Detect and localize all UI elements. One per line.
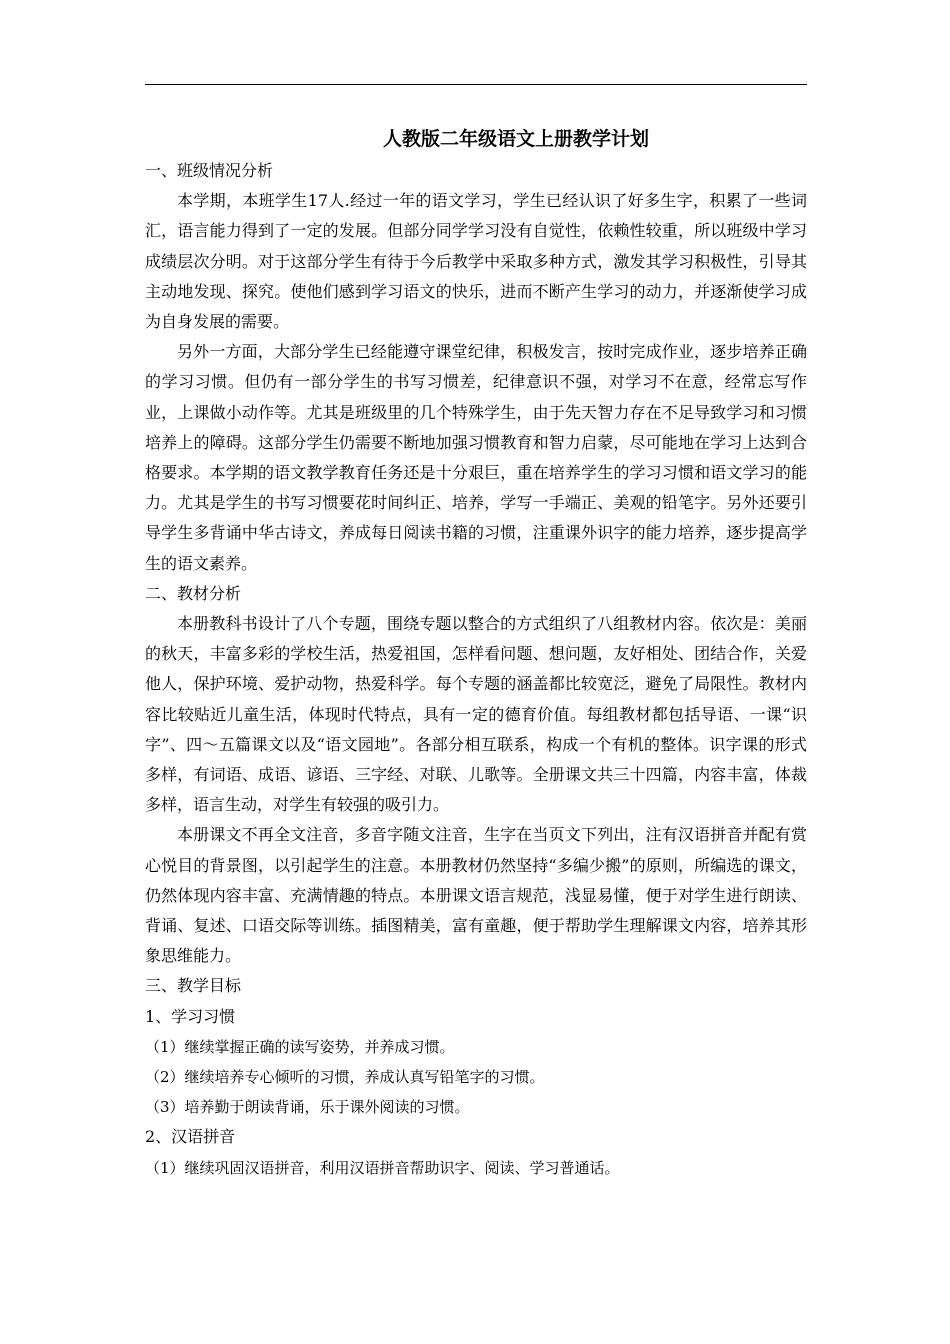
subsection-heading-pinyin: 2、汉语拼音 [145,1127,236,1147]
paragraph: 另外一方面，大部分学生已经能遵守课堂纪律，积极发言，按时完成作业，逐步培养正确的学习习惯。但仍有一部分学生的书写习惯差，纪律意识不强，对学习不在意，经常忘写作业，上课做小动作等。尤其是班级里的几个特殊学生，由于先天智力存在不足导致学习和习惯培养上的障碍。这部分学生仍需要不断地加强习惯教育和智力启蒙，尽可能地在学习上达到合格要求。本学期的语文教学教育任务还是十分艰巨，重在培养学生的学习习惯和语文学习的能力。尤其是学生的书写习惯要花时间纠正、培养，学写一手端正、美观的铅笔字。另外还要引导学生多背诵中华古诗文，养成每日阅读书籍的习惯，注重课外识字的能力培养，逐步提高学生的语文素养。 [145,342,807,573]
list-item: （1）继续掌握正确的读写姿势，并养成习惯。 [145,1037,455,1056]
paragraph: 本册课文不再全文注音，多音字随文注音，生字在当页文下列出，注有汉语拼音并配有赏心悦目的背景图，以引起学生的注意。本册教材仍然坚持“多编少搬”的原则，所编选的课文，仍然体现内容丰富、充满情趣的特点。本册课文语言规范，浅显易懂，便于对学生进行朗读、背诵、复述、口语交际等训练。插图精美，富有童趣，便于帮助学生理解课文内容，培养其形象思维能力。 [145,825,807,966]
list-item: （3）培养勤于朗读背诵，乐于课外阅读的习惯。 [145,1098,470,1117]
subsection-heading-study-habits: 1、学习习惯 [145,1006,236,1026]
document-body [145,122,807,1183]
paragraph: 本学期，本班学生17人.经过一年的语文学习，学生已经认识了好多生字，积累了一些词汇，语言能力得到了一定的发展。但部分同学学习没有自觉性，依赖性较重，所以班级中学习成绩层次分明。对于这部分学生有待于今后教学中采取多种方式，激发其学习积极性，引导其主动地发现、探究。使他们感到学习语文的快乐，进而不断产生学习的动力，并逐渐使学习成为自身发展的需要。 [145,191,807,331]
paragraph: 本册教科书设计了八个专题，围绕专题以整合的方式组织了八组教材内容。依次是：美丽的秋天，丰富多彩的学校生活，热爱祖国，怎样看问题、想问题，友好相处、团结合作，关爱他人，保护环境、爱护动物，热爱科学。每个专题的涵盖都比较宽泛，避免了局限性。教材内容比较贴近儿童生活，体现时代特点，具有一定的德育价值。每组教材都包括导语、一课“识字”、四～五篇课文以及“语文园地”。各部分相互联系，构成一个有机的整体。识字课的形式多样，有词语、成语、谚语、三字经、对联、儿歌等。全册课文共三十四篇，内容丰富，体裁多样，语言生动，对学生有较强的吸引力。 [145,614,807,815]
document-title: 人教版二年级语文上册教学计划 [382,128,649,150]
section-heading-class-analysis: 一、班级情况分析 [145,161,274,180]
section-heading-textbook-analysis: 二、教材分析 [145,583,242,603]
list-item: （1）继续巩固汉语拼音，利用汉语拼音帮助识字、阅读、学习普通话。 [145,1158,620,1177]
list-item: （2）继续培养专心倾听的习惯，养成认真写铅笔字的习惯。 [145,1068,545,1087]
header-rule [145,84,807,85]
section-heading-teaching-goals: 三、教学目标 [145,976,242,996]
